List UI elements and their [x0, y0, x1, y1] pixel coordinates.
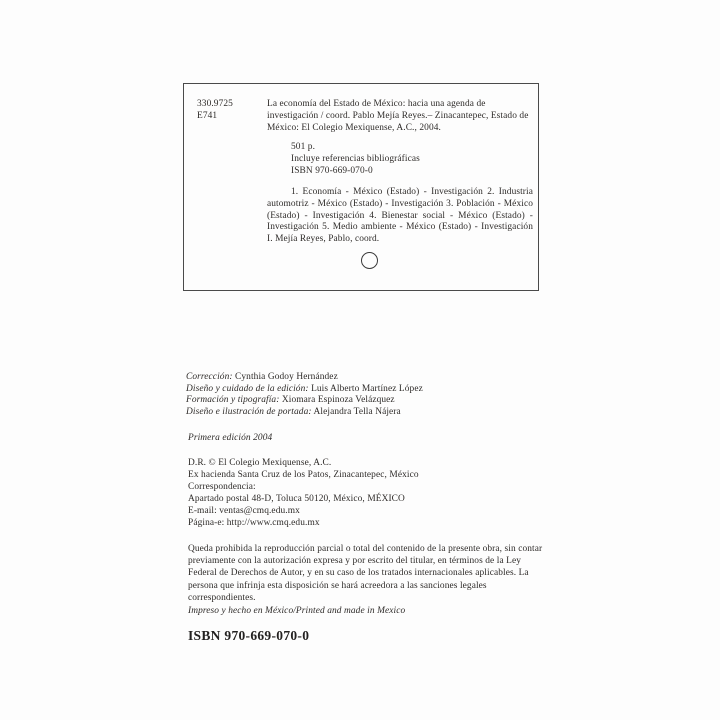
- isbn-line: ISBN 970-669-070-0: [291, 165, 373, 176]
- legal-notice: Queda prohibida la reproducción parcial o total del contenido de la presente obra, sin contar previamente con la autorización expresa y por escrito del titular, en términos de la Ley Federal de Derechos de Autor, y en su caso de los tratados internacionales aplicables. La persona que infrinja esta disposición se hará acreedora a las sanciones legales correspondientes.: [188, 544, 543, 603]
- correspondence-label: Correspondencia:: [188, 482, 256, 492]
- credit-row: [186, 384, 423, 396]
- credit-row: [186, 407, 423, 419]
- edition-note: Primera edición 2004: [188, 433, 273, 443]
- email-line: E-mail: ventas@cmq.edu.mx: [188, 506, 300, 516]
- credit-row: [186, 395, 423, 407]
- extent-line: 501 p.: [291, 142, 316, 152]
- cataloging-in-publication-box: [183, 83, 539, 291]
- classification-number: 330.9725: [197, 99, 233, 109]
- credit-label: Corrección:: [186, 372, 233, 382]
- subject-headings: 1. Economía - México (Estado) - Investigación 2. Industria automotriz - México (Estado) - Investigación 3. Población - México (Estado) - Investigación 4. Bienestar social - México (Estado) - Investigación 5. Medio ambiente - México (Estado) - Investigación I. Mejía Reyes, Pablo, coord.: [267, 187, 533, 245]
- website-line: Página-e: http://www.cmq.edu.mx: [188, 518, 320, 528]
- credits-block: [186, 372, 423, 418]
- publisher-seal-circle: [361, 252, 378, 269]
- credit-value: Cynthia Godoy Hernández: [235, 372, 338, 382]
- isbn-footer: ISBN 970-669-070-0: [188, 628, 310, 643]
- copyright-line: D.R. © El Colegio Mexiquense, A.C.: [188, 458, 332, 468]
- collation-block: [291, 142, 420, 177]
- publisher-address-line: Ex hacienda Santa Cruz de los Patos, Zinacantepec, México: [188, 470, 419, 480]
- bibliography-note: Incluye referencias bibliográficas: [291, 153, 420, 164]
- catalog-citation: La economía del Estado de México: hacia una agenda de investigación / coord. Pablo Mejía Reyes.– Zinacantepec, Estado de México: El Colegio Mexiquense, A.C., 2004.: [267, 99, 529, 133]
- postal-address-line: Apartado postal 48-D, Toluca 50120, México, MÉXICO: [188, 494, 405, 504]
- credit-value: Alejandra Tella Nájera: [313, 406, 401, 417]
- credit-label: Diseño e ilustración de portada:: [186, 406, 312, 417]
- credit-label: Diseño y cuidado de la edición:: [186, 383, 309, 394]
- publisher-block: [188, 457, 419, 529]
- call-number: [197, 99, 233, 123]
- credit-value: Luis Alberto Martínez López: [311, 383, 423, 394]
- printed-in-mexico-note: Impreso y hecho en México/Printed and made in Mexico: [188, 606, 406, 616]
- credit-label: Formación y tipografía:: [186, 395, 280, 406]
- credit-row: [186, 372, 423, 384]
- credit-value: Xiomara Espinoza Velázquez: [281, 395, 395, 406]
- cutter-number: E741: [197, 110, 218, 121]
